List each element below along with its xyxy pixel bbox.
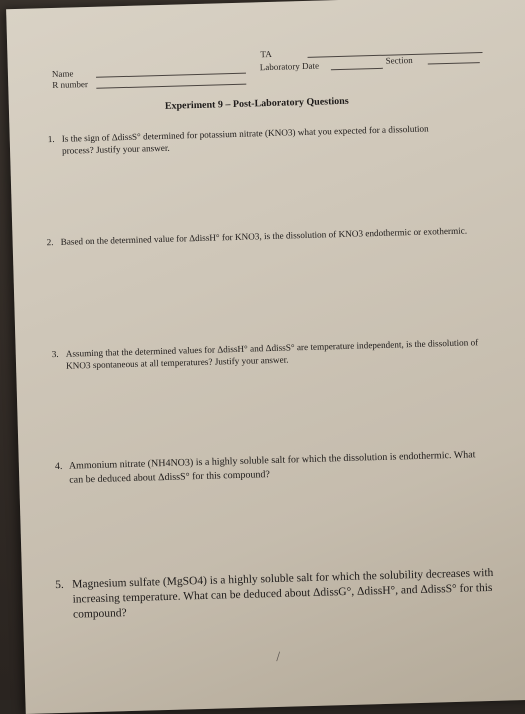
rnumber-line [96,84,246,89]
page-title: Experiment 9 – Post-Laboratory Questions [164,95,349,112]
section-label: Section [385,54,413,66]
question-text: Based on the determined value for ΔdissH° for KNO3, is the dissolution of KNO3 endothermic or exothermic. [60,225,468,247]
question-number: 1. [47,133,55,145]
lab-date-label: Laboratory Date [259,60,320,73]
question-text: Magnesium sulfate (MgSO4) is a highly soluble salt for which the solubility decreases with increasing temperature. What can be deduced about ΔdissG°, ΔdissH°, and ΔdissS° for this compound? [72,566,494,621]
question-text: Is the sign of ΔdissS° determined for potassium nitrate (KNO3) what you expected for a dissolution process? Justify your answer. [61,123,429,156]
question-number: 3. [51,348,59,360]
question-3 [51,336,492,372]
question-5 [55,565,513,622]
question-1 [47,122,463,157]
question-text: Ammonium nitrate (NH4NO3) is a highly soluble salt for which the dissolution is endothermic. What can be deduced about ΔdissS° for this compound? [68,449,476,486]
lab-date-line [331,68,383,70]
rnumber-label: R number [52,79,89,91]
ta-label: TA [260,48,272,60]
question-text: Assuming that the determined values for ΔdissH° and ΔdissS° are temperature independent, is the dissolution of KNO3 spontaneous at all temperatures? Justify your answer. [65,337,479,371]
pen-mark: / [276,649,281,665]
question-number: 5. [55,578,64,592]
question-4 [54,448,485,488]
worksheet-page [6,0,525,714]
name-line [96,73,246,78]
question-2 [46,224,478,248]
section-line [428,62,480,64]
question-number: 2. [46,237,54,248]
question-number: 4. [54,460,63,473]
name-label: Name [51,68,74,80]
